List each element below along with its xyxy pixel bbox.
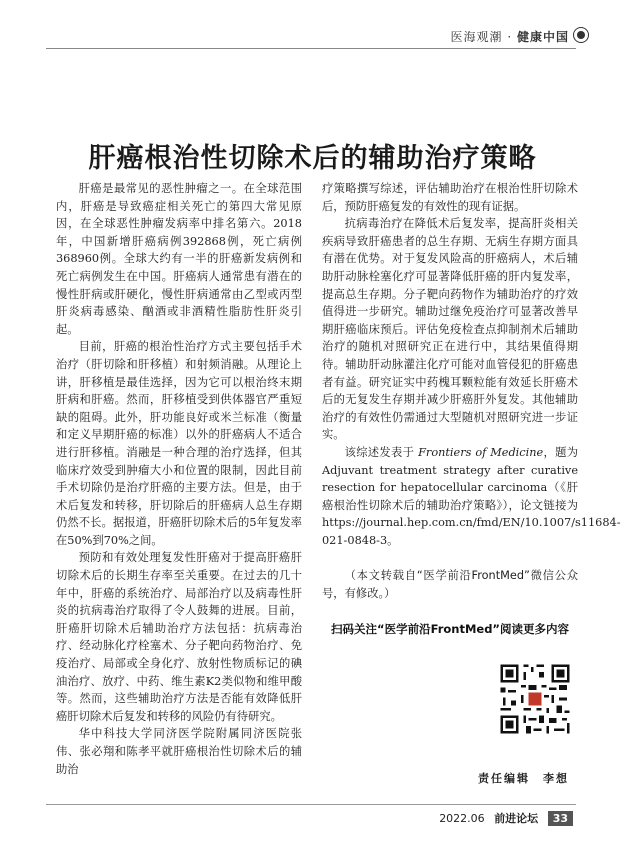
page-number: 33	[548, 811, 573, 826]
left-column	[56, 180, 302, 778]
journal-title: 前进论坛	[494, 812, 539, 825]
header-column: 医海观潮	[450, 30, 503, 44]
citation-pre: 该综述发表于	[344, 445, 415, 459]
citation-body: ，题为Adjuvant treatment strategy after curative resection for hepatocellular carcinoma（《肝癌根治性切除术后的辅助治疗策略》），论文链接为https://journal.hep.com.cn/fmd/EN/10.1007/s11684-021-0848-3。	[322, 445, 621, 547]
page-footer	[439, 810, 573, 826]
paragraph: 目前，肝癌的根治性治疗方式主要包括手术治疗（肝切除和肝移植）和射频消融。从理论上讲，肝移植是最佳选择，因为它可以根治终末期肝病和肝癌。然而，肝移植受到供体器官严重短缺的阻碍。此外，肝功能良好或米兰标准（衡量和定义早期肝癌的标准）以外的肝癌病人不适合进行肝移植。消融是一种合理的治疗选择，但其临床疗效受到肿瘤大小和位置的限制，因此目前手术切除仍是治疗肝癌的主要方法。但是，由于术后复发和转移，肝切除后的肝癌病人总生存期仍然不长。据报道，肝癌肝切除术后的5年复发率在50%到70%之间。	[56, 340, 302, 547]
right-column	[322, 180, 621, 637]
paragraph: 预防和有效处理复发性肝癌对于提高肝癌肝切除术后的长期生存率至关重要。在过去的几十年中，肝癌的系统治疗、局部治疗以及病毒性肝炎的抗病毒治疗取得了令人鼓舞的进展。目前，肝癌肝切除术后辅助治疗方法包括：抗病毒治疗、经动脉化疗栓塞术、分子靶向药物治疗、免疫治疗、局部或全身化疗、放射性物质标记的碘油治疗、放疗、中药、维生素K2类似物和维甲酸等。然而，这些辅助治疗方法是否能有效降低肝癌肝切除术后复发和转移的风险仍有待研究。	[56, 551, 302, 723]
footer-rule	[46, 804, 576, 805]
paragraph: 疗策略撰写综述，评估辅助治疗在根治性肝切除术后，预防肝癌复发的有效性的现有证据。	[322, 182, 578, 213]
responsible-editor: 责任编辑 李想	[478, 772, 569, 785]
paragraph: 华中科技大学同济医学院附属同济医院张伟、张必翔和陈孝平就肝癌根治性切除术后的辅助治	[56, 727, 302, 776]
header-rule	[46, 48, 576, 49]
header-section: 健康中国	[516, 30, 569, 44]
header-separator: ·	[507, 30, 513, 44]
issue-date: 2022.06	[439, 812, 485, 825]
qr-code-icon[interactable]	[498, 662, 572, 736]
paragraph: 抗病毒治疗在降低术后复发率，提高肝炎相关疾病导致肝癌患者的总生存期、无病生存期方面具有潜在优势。对于复发风险高的肝癌病人，术后辅助肝动脉栓塞化疗可显著降低肝癌的肝内复发率，提高总生存期。分子靶向药物作为辅助治疗的疗效值得进一步研究。辅助过继免疫治疗可显著改善早期肝癌临床预后。评估免疫检查点抑制剂术后辅助治疗的随机对照研究正在进行中，其结果值得期待。辅助肝动脉灌注化疗可能对血管侵犯的肝癌患者有益。研究证实中药槐耳颗粒能有效延长肝癌术后的无复发生存期并减少肝癌肝外复发。其他辅助治疗的有效性仍需通过大型随机对照研究进一步证实。	[322, 217, 578, 442]
article-title: 肝癌根治性切除术后的辅助治疗策略	[88, 143, 537, 175]
circle-logo-icon	[573, 27, 589, 43]
paragraph: 肝癌是最常见的恶性肿瘤之一。在全球范围内，肝癌是导致癌症相关死亡的第四大常见原因，在全球恶性肿瘤发病率中排名第六。2018年，中国新增肝癌病例392868例，死亡病例368960例。全球大约有一半的肝癌新发病例和死亡病例发生在中国。肝癌病人通常患有潜在的慢性肝病或肝硬化，慢性肝病通常由乙型或丙型肝炎病毒感染、酗酒或非酒精性脂肪性肝炎引起。	[56, 182, 302, 336]
citation-paragraph	[322, 444, 621, 550]
journal-name: Frontiers of Medicine	[418, 445, 544, 459]
repost-note: （本文转载自“医学前沿FrontMed”微信公众号，有修改。）	[322, 569, 578, 601]
scan-prompt: 扫码关注“医学前沿FrontMed”阅读更多内容	[331, 621, 569, 636]
running-header	[450, 28, 569, 45]
